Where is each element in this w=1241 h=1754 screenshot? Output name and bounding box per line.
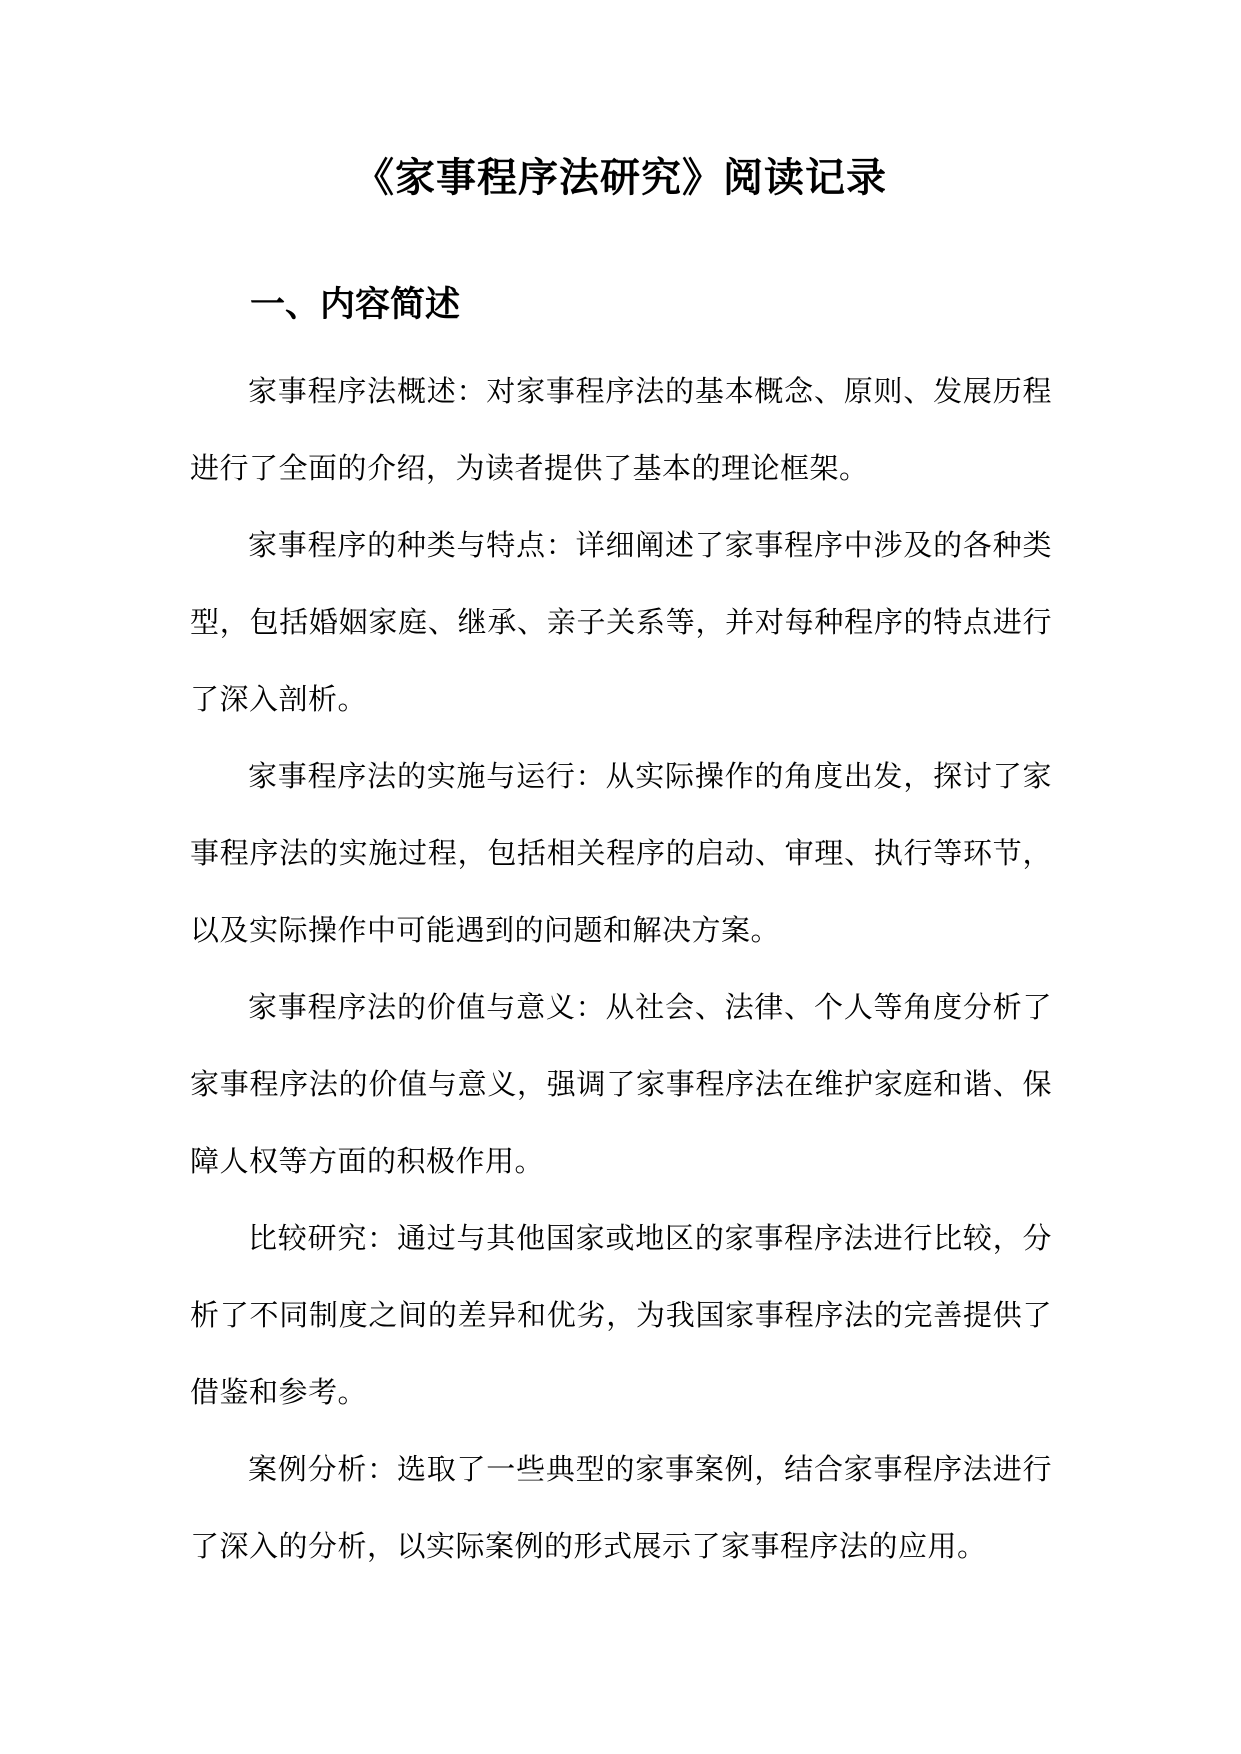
paragraph-case-analysis: 案例分析：选取了一些典型的家事案例，结合家事程序法进行了深入的分析，以实际案例的形式展示了家事程序法的应用。 xyxy=(190,1452,1052,1563)
paragraph-implementation: 家事程序法的实施与运行：从实际操作的角度出发，探讨了家事程序法的实施过程，包括相关程序的启动、审理、执行等环节，以及实际操作中可能遇到的问题和解决方案。 xyxy=(190,759,1052,947)
paragraph-types: 家事程序的种类与特点：详细阐述了家事程序中涉及的各种类型，包括婚姻家庭、继承、亲子关系等，并对每种程序的特点进行了深入剖析。 xyxy=(190,528,1052,716)
section-heading: 一、内容简述 xyxy=(250,285,461,325)
content-body xyxy=(190,353,1052,1585)
document-title: 《家事程序法研究》阅读记录 xyxy=(354,154,887,201)
paragraph-value: 家事程序法的价值与意义：从社会、法律、个人等角度分析了家事程序法的价值与意义，强调了家事程序法在维护家庭和谐、保障人权等方面的积极作用。 xyxy=(190,990,1052,1178)
paragraph-comparison: 比较研究：通过与其他国家或地区的家事程序法进行比较，分析了不同制度之间的差异和优劣，为我国家事程序法的完善提供了借鉴和参考。 xyxy=(190,1221,1052,1409)
paragraph-overview: 家事程序法概述：对家事程序法的基本概念、原则、发展历程进行了全面的介绍，为读者提供了基本的理论框架。 xyxy=(190,374,1052,485)
